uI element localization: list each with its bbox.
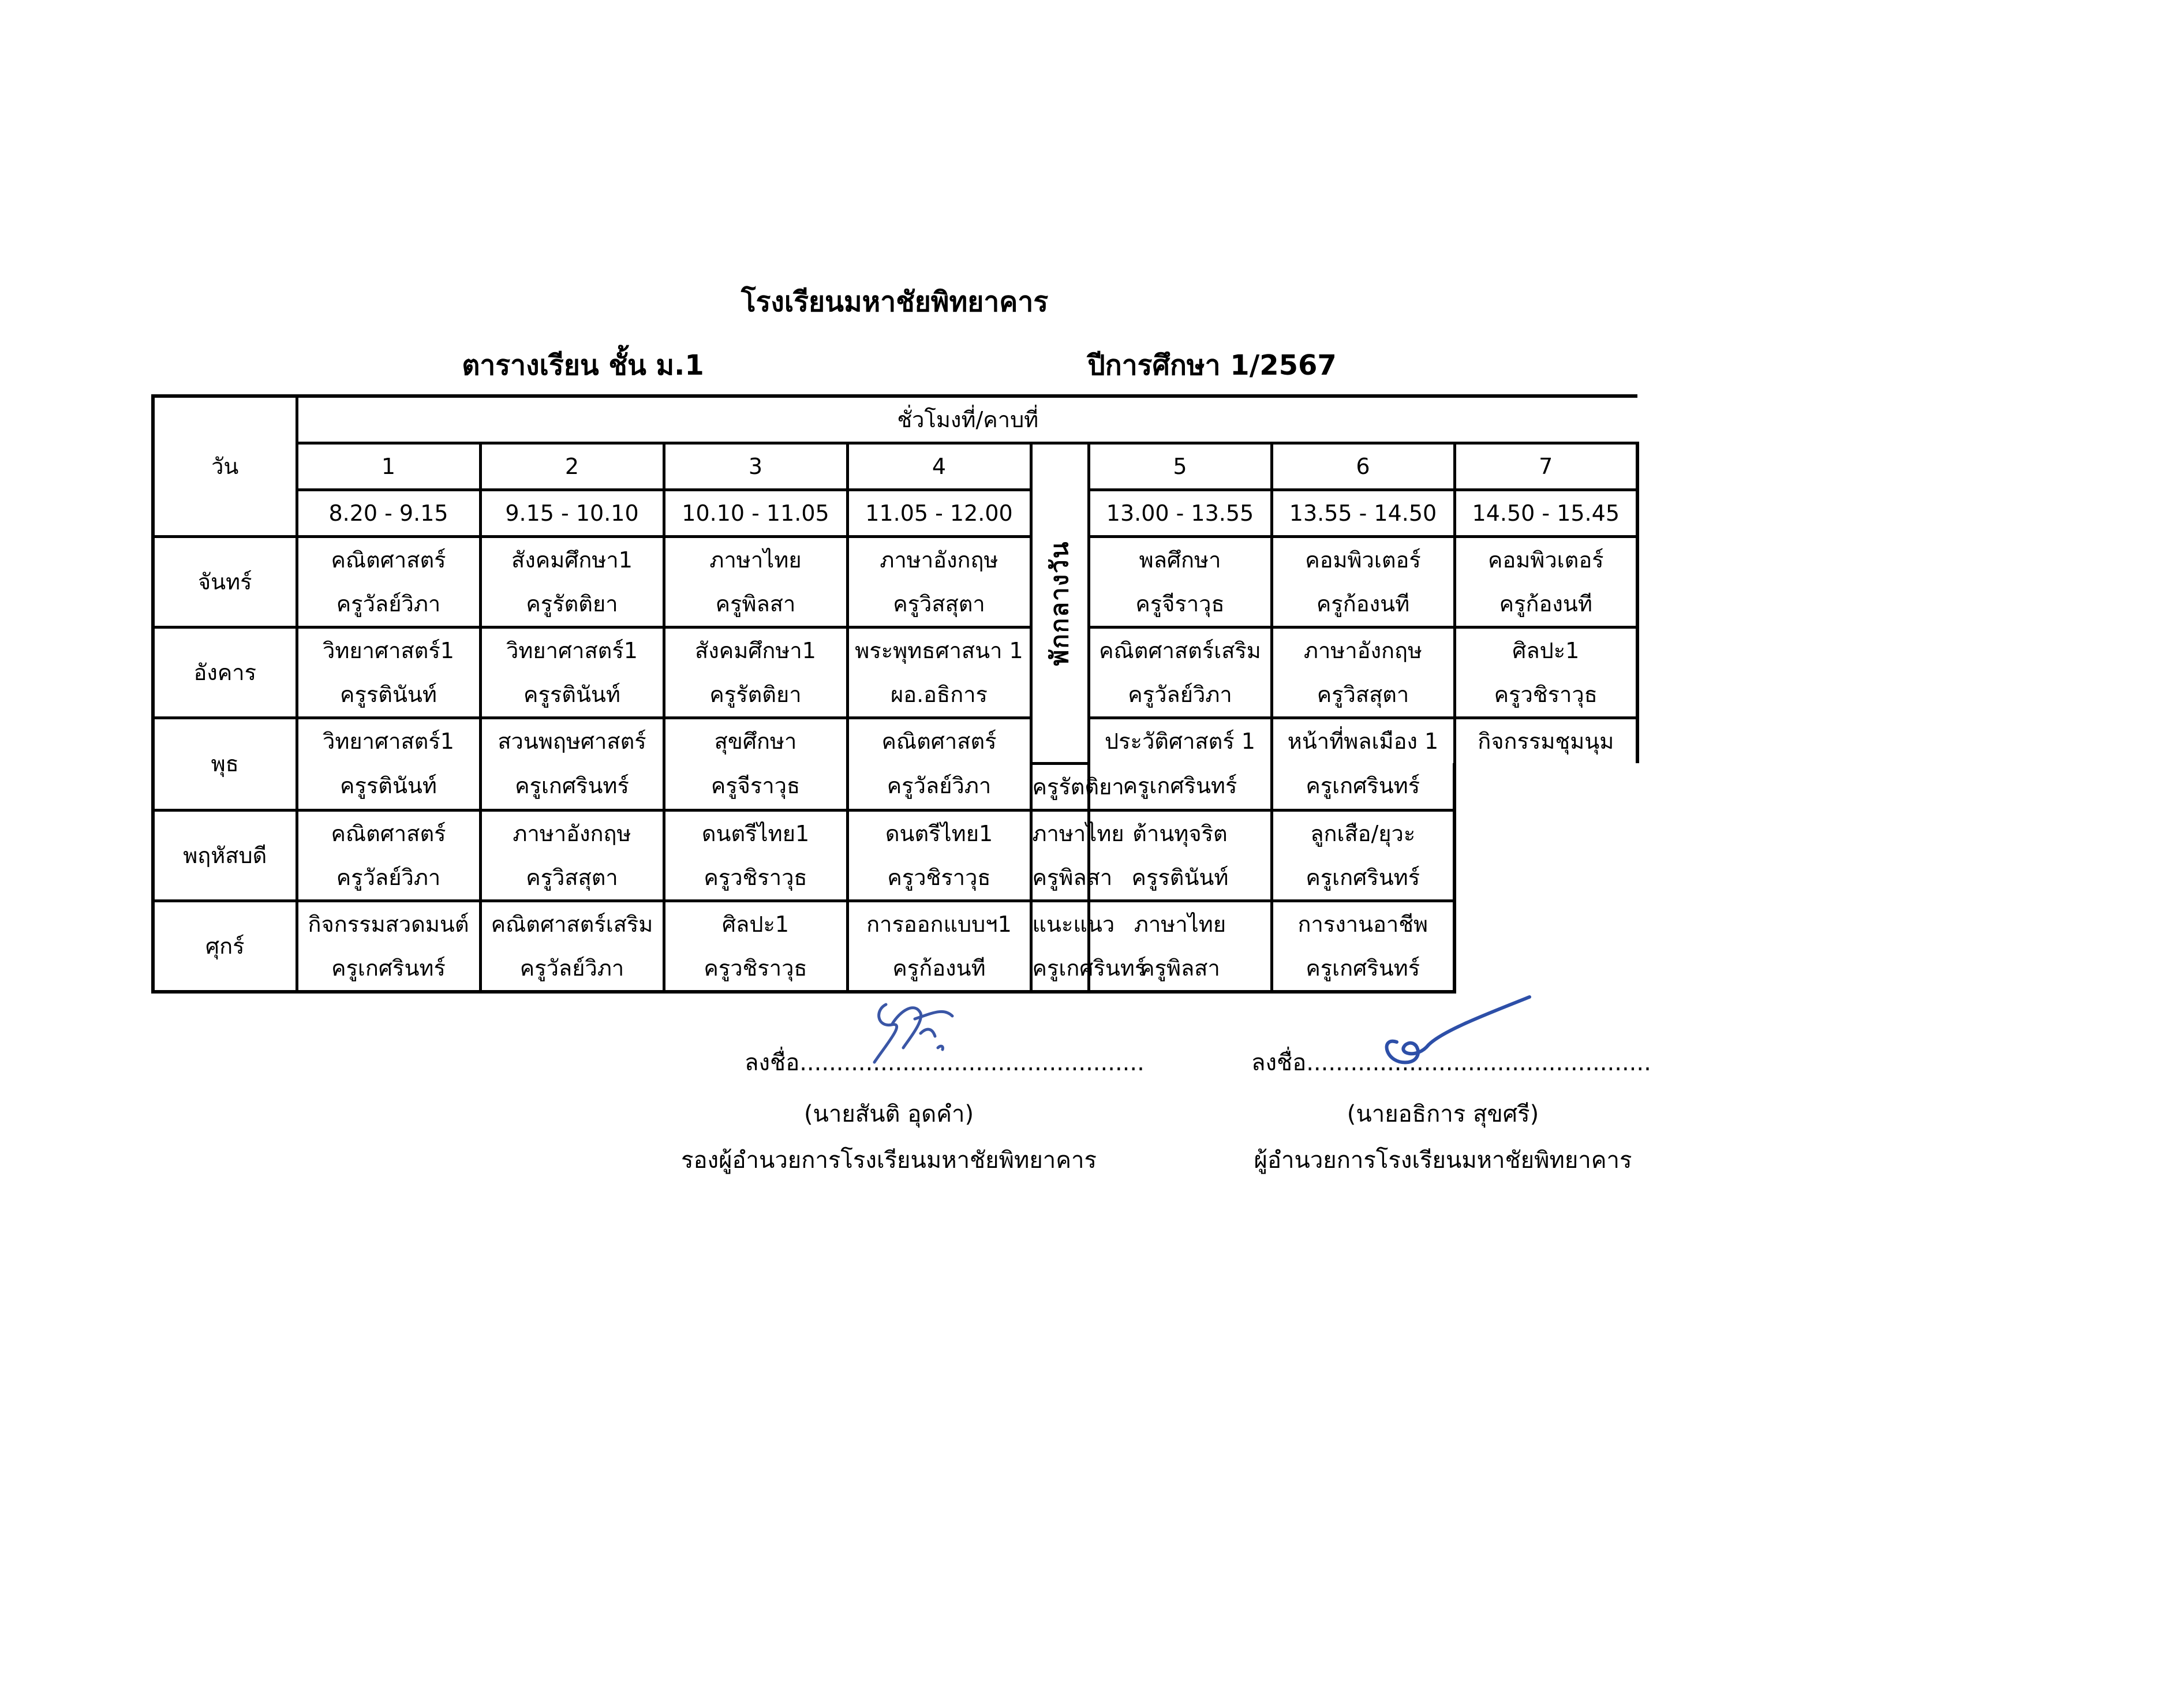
day-name: พุธ bbox=[153, 718, 297, 811]
day-row bbox=[153, 901, 1637, 946]
subject-cell: ภาษาไทย bbox=[664, 537, 847, 582]
subject-cell: วิทยาศาสตร์1 bbox=[297, 628, 480, 673]
teacher-cell: ครูรัตติยา bbox=[1031, 763, 1089, 810]
signer-right-position: ผู้อำนวยการโรงเรียนมหาชัยพิทยาคาร bbox=[1254, 1147, 1632, 1174]
subject-cell: ภาษาอังกฤษ bbox=[1271, 628, 1454, 673]
period-time: 8.20 - 9.15 bbox=[297, 490, 480, 537]
header-row-times bbox=[153, 490, 1637, 537]
subject-cell: วิทยาศาสตร์1 bbox=[480, 628, 664, 673]
subject-cell: ภาษาอังกฤษ bbox=[480, 810, 664, 856]
period-number: 2 bbox=[480, 443, 664, 490]
teacher-cell: ครูเกศรินทร์ bbox=[1271, 763, 1454, 810]
day-row-teachers bbox=[153, 673, 1637, 718]
period-time: 10.10 - 11.05 bbox=[664, 490, 847, 537]
day-name: พฤหัสบดี bbox=[153, 810, 297, 901]
teacher-cell: ครูรัตติยา bbox=[480, 582, 664, 628]
subject-cell: ต้านทุจริต bbox=[1089, 810, 1271, 856]
teacher-cell: ครูวัลย์วิภา bbox=[297, 582, 480, 628]
day-row bbox=[153, 537, 1637, 582]
subject-cell: สุขศึกษา bbox=[664, 718, 847, 764]
teacher-cell: ครูพิลสา bbox=[1089, 946, 1271, 992]
subject-cell: แนะแนว bbox=[1031, 901, 1089, 946]
subject-cell: ลูกเสือ/ยุวะ bbox=[1271, 810, 1454, 856]
lunch-break-column bbox=[1031, 443, 1089, 764]
sign-label-left: ลงชื่อ............................................... bbox=[745, 1050, 1145, 1076]
period-time: 13.55 - 14.50 bbox=[1271, 490, 1454, 537]
period-number: 1 bbox=[297, 443, 480, 490]
subject-cell: การออกแบบฯ1 bbox=[847, 901, 1031, 946]
teacher-cell: ครูพิลสา bbox=[1031, 856, 1089, 901]
teacher-cell: ครูจีราวุธ bbox=[1089, 582, 1271, 628]
period-time: 11.05 - 12.00 bbox=[847, 490, 1031, 537]
teacher-cell: ครูเกศรินทร์ bbox=[1271, 946, 1454, 992]
teacher-cell: ครูวชิราวุธ bbox=[664, 856, 847, 901]
period-number: 4 bbox=[847, 443, 1031, 490]
teacher-cell: ครูวัลย์วิภา bbox=[847, 763, 1031, 810]
period-number: 7 bbox=[1454, 443, 1637, 490]
period-time: 9.15 - 10.10 bbox=[480, 490, 664, 537]
teacher-cell: ครูเกศรินทร์ bbox=[1271, 856, 1454, 901]
teacher-cell: ครูวิสสุตา bbox=[847, 582, 1031, 628]
day-row bbox=[153, 628, 1637, 673]
subject-cell: สังคมศึกษา1 bbox=[664, 628, 847, 673]
sign-label-right: ลงชื่อ............................................... bbox=[1251, 1050, 1651, 1076]
day-row-teachers bbox=[153, 856, 1637, 901]
teacher-cell: ผอ.อธิการ bbox=[847, 673, 1031, 718]
signer-left bbox=[681, 1091, 1097, 1183]
period-number: 5 bbox=[1089, 443, 1271, 490]
teacher-cell: ครูรตินันท์ bbox=[297, 763, 480, 810]
subject-cell: คณิตศาสตร์ bbox=[297, 810, 480, 856]
subject-cell: ดนตรีไทย1 bbox=[664, 810, 847, 856]
day-row bbox=[153, 810, 1637, 856]
subject-cell: สวนพฤษศาสตร์ bbox=[480, 718, 664, 764]
school-name: โรงเรียนมหาชัยพิทยาคาร bbox=[741, 286, 1049, 318]
academic-year: ปีการศึกษา 1/2567 bbox=[1087, 349, 1337, 382]
teacher-cell: ครูรตินันท์ bbox=[297, 673, 480, 718]
signer-left-name: (นายสันติ อุดคำ) bbox=[803, 1101, 974, 1127]
subject-cell: ภาษาไทย bbox=[1031, 810, 1089, 856]
day-name: อังคาร bbox=[153, 628, 297, 718]
teacher-cell: ครูวชิราวุธ bbox=[1454, 673, 1637, 718]
teacher-cell: ครูรตินันท์ bbox=[480, 673, 664, 718]
signer-left-position: รองผู้อำนวยการโรงเรียนมหาชัยพิทยาคาร bbox=[681, 1147, 1097, 1174]
teacher-cell: ครูวชิราวุธ bbox=[847, 856, 1031, 901]
subject-cell: กิจกรรมสวดมนต์ bbox=[297, 901, 480, 946]
period-number: 6 bbox=[1271, 443, 1454, 490]
header-row-periods bbox=[153, 443, 1637, 490]
teacher-cell: ครูเกศรินทร์ bbox=[1031, 946, 1089, 992]
header-row-1 bbox=[153, 396, 1637, 443]
teacher-cell: ครูวัลย์วิภา bbox=[480, 946, 664, 992]
period-time: 13.00 - 13.55 bbox=[1089, 490, 1271, 537]
subject-cell: พระพุทธศาสนา 1 bbox=[847, 628, 1031, 673]
day-name: จันทร์ bbox=[153, 537, 297, 628]
day-row-teachers bbox=[153, 946, 1637, 992]
subject-cell: ดนตรีไทย1 bbox=[847, 810, 1031, 856]
subject-cell: คณิตศาสตร์ bbox=[847, 718, 1031, 764]
teacher-cell: ครูจีราวุธ bbox=[664, 763, 847, 810]
subject-cell: วิทยาศาสตร์1 bbox=[297, 718, 480, 764]
teacher-cell: ครูเกศรินทร์ bbox=[1089, 763, 1271, 810]
day-row-teachers bbox=[153, 582, 1637, 628]
teacher-cell: ครูวัลย์วิภา bbox=[297, 856, 480, 901]
teacher-cell: ครูวิสสุตา bbox=[480, 856, 664, 901]
teacher-cell: ครูวิสสุตา bbox=[1271, 673, 1454, 718]
day-header: วัน bbox=[153, 396, 297, 537]
teacher-cell: ครูรัตติยา bbox=[664, 673, 847, 718]
subject-cell: ศิลปะ1 bbox=[664, 901, 847, 946]
period-header: ชั่วโมงที่/คาบที่ bbox=[297, 396, 1637, 443]
teacher-cell: ครูก้องนที bbox=[1271, 582, 1454, 628]
teacher-cell: ครูเกศรินทร์ bbox=[480, 763, 664, 810]
signer-right-name: (นายอธิการ สุขศรี) bbox=[1347, 1101, 1539, 1127]
period-number: 3 bbox=[664, 443, 847, 490]
subject-cell: ประวัติศาสตร์ 1 bbox=[1089, 718, 1271, 764]
teacher-cell: ครูวัลย์วิภา bbox=[1089, 673, 1271, 718]
subject-cell: การงานอาชีพ bbox=[1271, 901, 1454, 946]
teacher-cell: ครูเกศรินทร์ bbox=[297, 946, 480, 992]
subject-cell: คณิตศาสตร์เสริม bbox=[1089, 628, 1271, 673]
subject-cell: ภาษาอังกฤษ bbox=[847, 537, 1031, 582]
lunch-break-label: พักกลางวัน bbox=[1045, 540, 1074, 666]
subject-cell: สังคมศึกษา1 bbox=[480, 537, 664, 582]
schedule-title: ตารางเรียน ชั้น ม.1 bbox=[462, 349, 704, 382]
subject-cell: กิจกรรมชุมนุม bbox=[1454, 718, 1637, 764]
subject-cell: คอมพิวเตอร์ bbox=[1454, 537, 1637, 582]
teacher-cell: ครูวชิราวุธ bbox=[664, 946, 847, 992]
subject-cell: คณิตศาสตร์เสริม bbox=[480, 901, 664, 946]
period-time: 14.50 - 15.45 bbox=[1454, 490, 1637, 537]
day-name: ศุกร์ bbox=[153, 901, 297, 992]
day-row bbox=[153, 718, 1637, 764]
subject-cell: คณิตศาสตร์ bbox=[297, 537, 480, 582]
teacher-cell: ครูก้องนที bbox=[847, 946, 1031, 992]
subject-cell: หน้าที่พลเมือง 1 bbox=[1271, 718, 1454, 764]
timetable bbox=[151, 394, 1639, 994]
subject-cell: คอมพิวเตอร์ bbox=[1271, 537, 1454, 582]
teacher-cell: ครูก้องนที bbox=[1454, 582, 1637, 628]
subject-cell: ศิลปะ1 bbox=[1454, 628, 1637, 673]
subject-cell: ภาษาไทย bbox=[1089, 901, 1271, 946]
day-row-teachers bbox=[153, 763, 1637, 810]
subject-cell: พลศึกษา bbox=[1089, 537, 1271, 582]
teacher-cell: ครูรตินันท์ bbox=[1089, 856, 1271, 901]
signer-right bbox=[1235, 1091, 1651, 1183]
teacher-cell: ครูพิลสา bbox=[664, 582, 847, 628]
